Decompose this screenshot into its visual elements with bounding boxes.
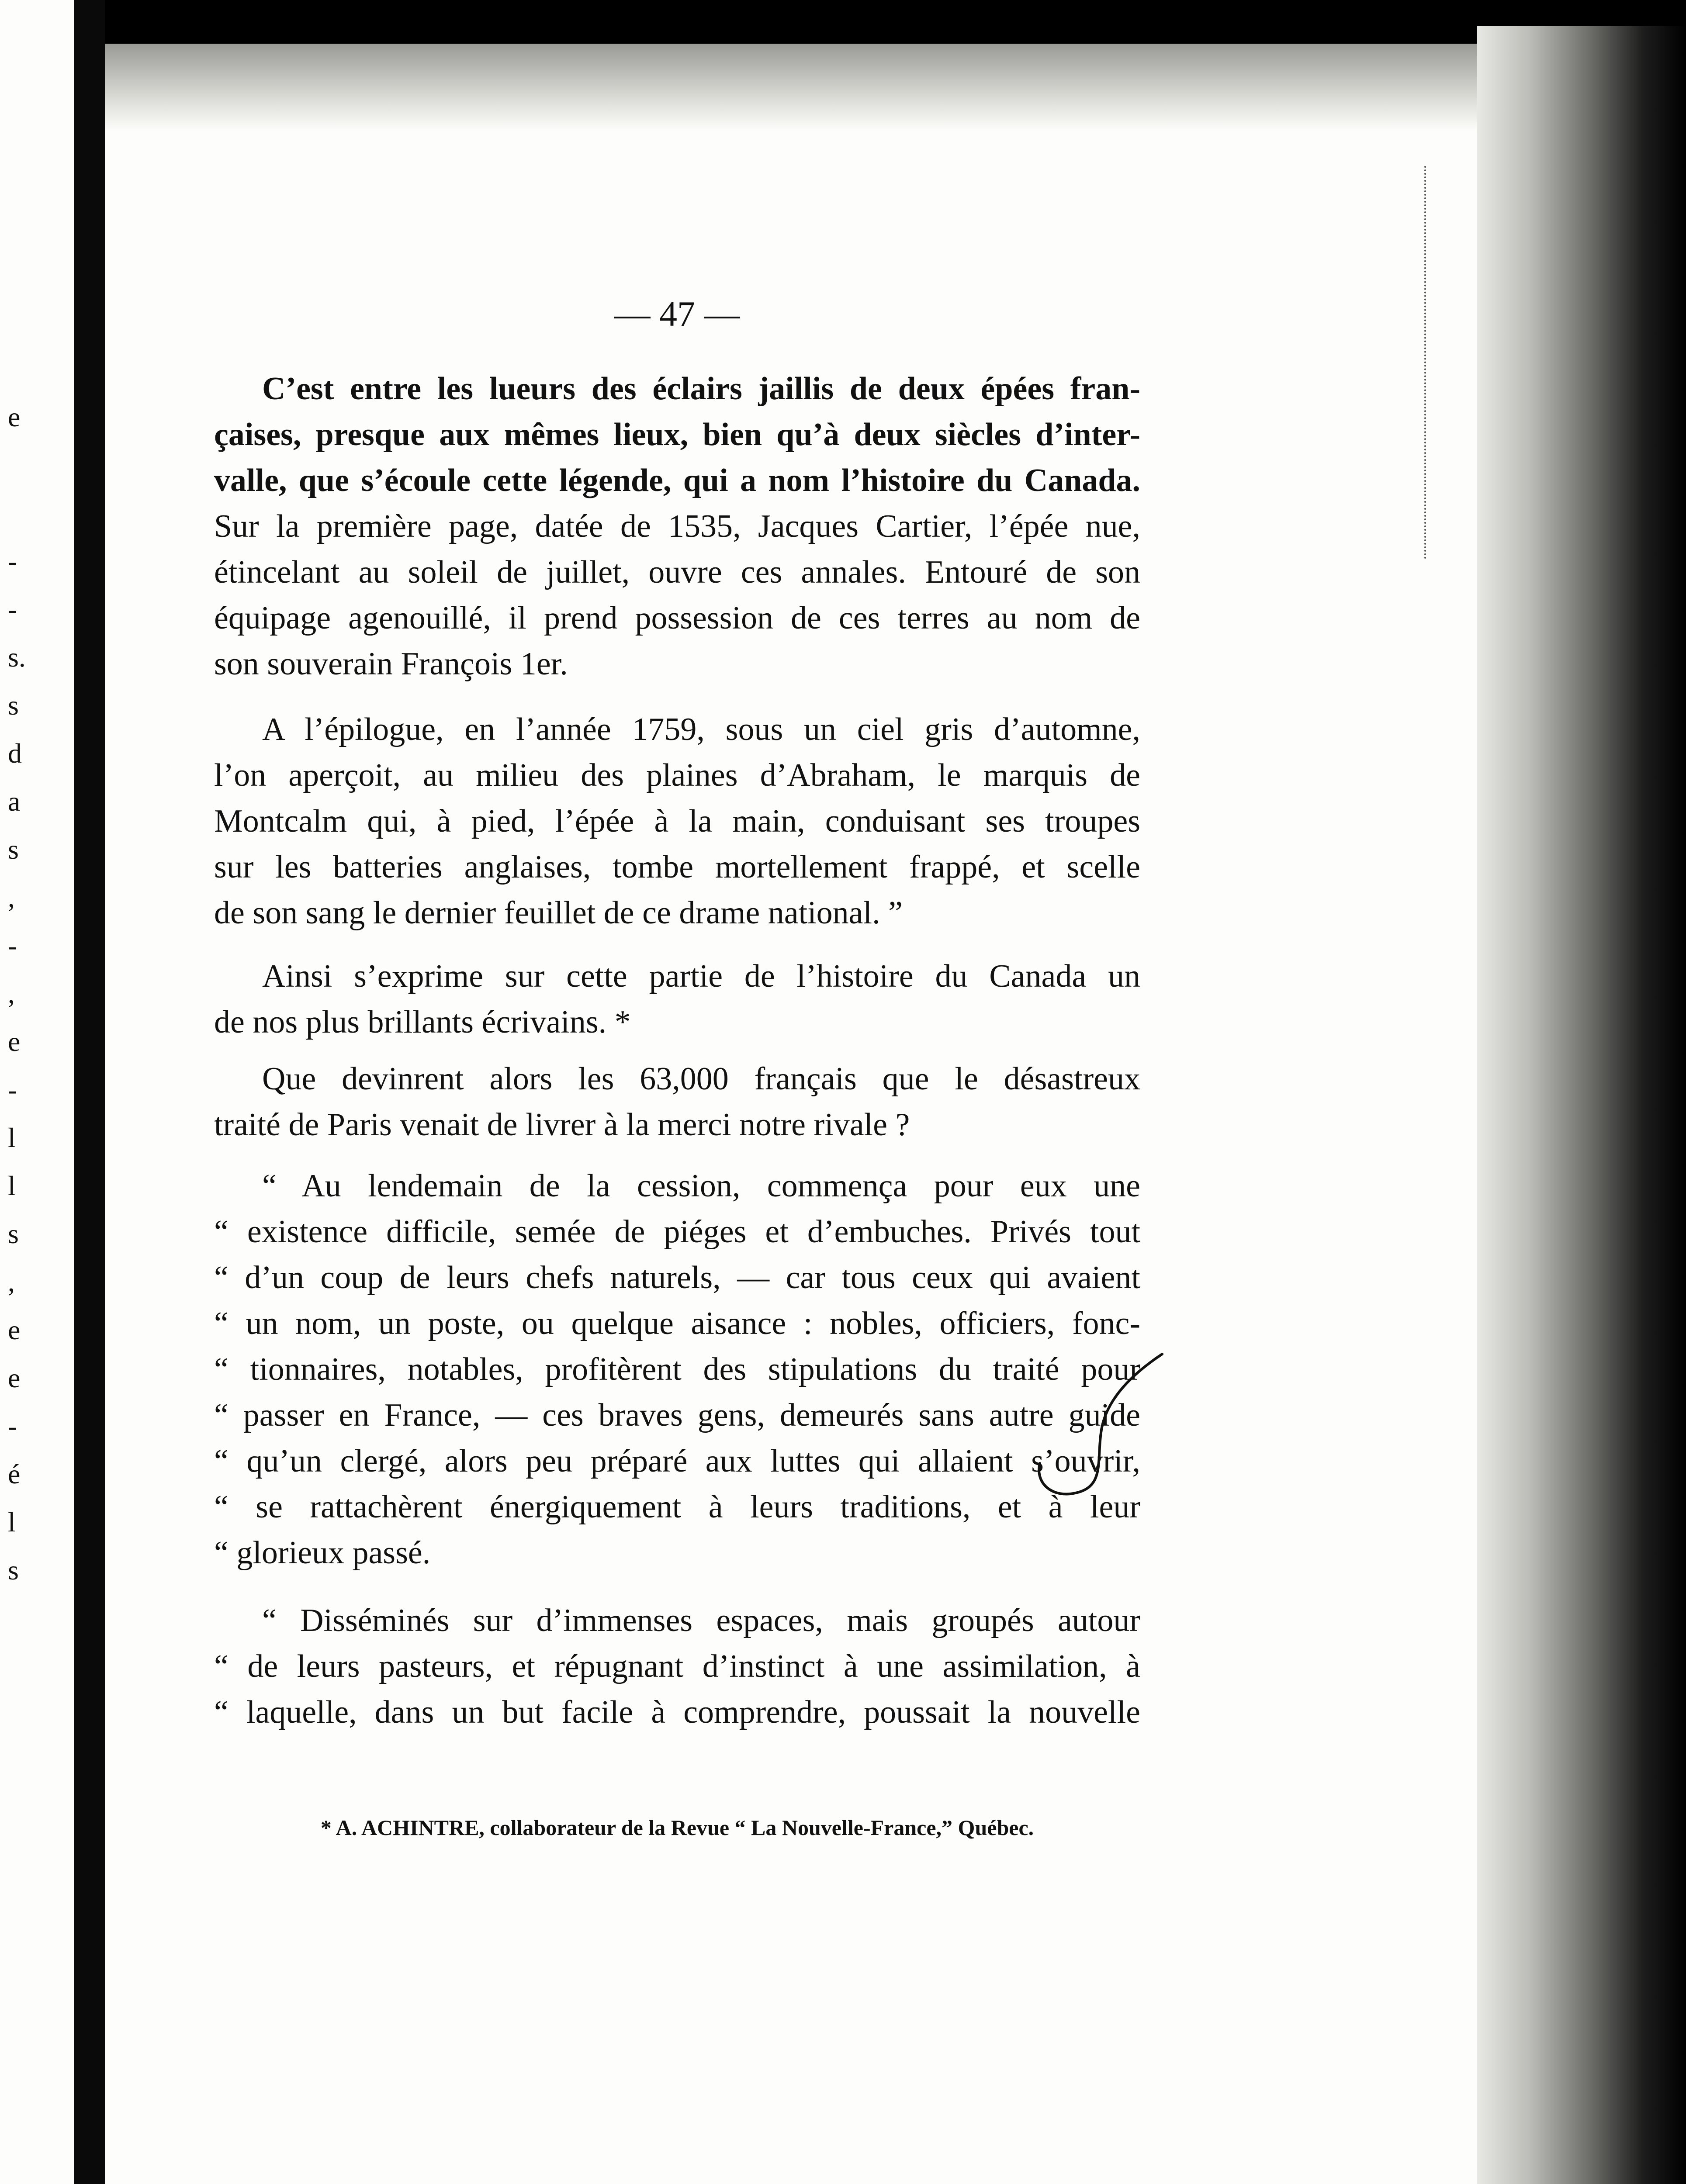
text-line: de son sang le dernier feuillet de ce drame national. ” — [214, 895, 903, 931]
text-line: C’est entre les lueurs des éclairs jaillis de deux épées fran- — [262, 371, 1140, 407]
page-right-edge-shadow — [1477, 26, 1686, 2184]
text-line: “ se rattachèrent énergiquement à leurs traditions, et à leur — [214, 1489, 1140, 1525]
text-line: valle, que s’écoule cette légende, qui a nom l’histoire du Canada. — [214, 463, 1140, 498]
fragment: - — [8, 546, 17, 577]
text-line: de nos plus brillants écrivains. * — [214, 1004, 631, 1040]
text-line: “ d’un coup de leurs chefs naturels, — car tous ceux qui avaient — [214, 1260, 1140, 1296]
text-line: Que devinrent alors les 63,000 français que le désastreux — [262, 1061, 1140, 1097]
text-line: “ passer en France, — ces braves gens, demeurés sans autre guide — [214, 1397, 1140, 1433]
text-line: çaises, presque aux mêmes lieux, bien qu’à deux siècles d’inter- — [214, 417, 1140, 453]
fragment: e — [8, 1362, 21, 1393]
text-line: Ainsi s’exprime sur cette partie de l’histoire du Canada un — [262, 958, 1140, 994]
fragment: - — [8, 1074, 17, 1105]
fragment: e — [8, 1314, 21, 1345]
margin-dotted-mark — [1424, 166, 1430, 559]
text-line: Montcalm qui, à pied, l’épée à la main, conduisant ses troupes — [214, 803, 1140, 839]
fragment: , — [8, 978, 15, 1009]
text-line: A l’épilogue, en l’année 1759, sous un ciel gris d’automne, — [262, 712, 1140, 747]
text-line: sur les batteries anglaises, tombe mortellement frappé, et scelle — [214, 849, 1140, 885]
previous-page-fragments — [8, 393, 60, 1594]
fragment: e — [8, 401, 21, 432]
fragment: - — [8, 594, 17, 625]
fragment: s — [8, 1555, 19, 1586]
fragment: s — [8, 834, 19, 865]
fragment: l — [8, 1507, 16, 1538]
fragment: - — [8, 930, 17, 961]
text-line: “ de leurs pasteurs, et répugnant d’instinct à une assimilation, à — [214, 1648, 1140, 1684]
footnote: * A. ACHINTRE, collaborateur de la Revue “ La Nouvelle-France,” Québec. — [320, 1815, 1034, 1840]
fragment: e — [8, 1026, 21, 1057]
fragment: , — [8, 882, 15, 913]
text-line: “ laquelle, dans un but facile à comprendre, poussait la nouvelle — [214, 1694, 1140, 1730]
text-line: “ existence difficile, semée de piéges et d’embuches. Privés tout — [214, 1214, 1140, 1250]
fragment: l — [8, 1170, 16, 1201]
fragment: - — [8, 1410, 17, 1441]
fragment: d — [8, 738, 22, 769]
text-line: “ Disséminés sur d’immenses espaces, mais groupés autour — [262, 1603, 1140, 1638]
text-line: traité de Paris venait de livrer à la merci notre rivale ? — [214, 1107, 910, 1143]
text-line: son souverain François 1er. — [214, 646, 568, 682]
fragment: l — [8, 1122, 16, 1153]
fragment — [8, 489, 60, 537]
text-line: équipage agenouillé, il prend possession de ces terres au nom de — [214, 600, 1140, 636]
page-top-edge-shadow — [105, 44, 1520, 131]
text-line: “ qu’un clergé, alors peu préparé aux luttes qui allaient s’ouvrir, — [214, 1443, 1140, 1479]
text-line: “ tionnaires, notables, profitèrent des stipulations du traité pour — [214, 1351, 1140, 1387]
fragment: é — [8, 1458, 21, 1489]
previous-page-strip — [0, 0, 74, 2184]
text-line: “ un nom, un poste, ou quelque aisance : nobles, officiers, fonc- — [214, 1306, 1140, 1341]
text-line: étincelant au soleil de juillet, ouvre ces annales. Entouré de son — [214, 554, 1140, 590]
fragment: a — [8, 786, 21, 817]
text-line: “ Au lendemain de la cession, commença pour eux une — [262, 1168, 1140, 1204]
fragment: s — [8, 1218, 19, 1249]
fragment: s — [8, 690, 19, 721]
fragment: s. — [8, 642, 26, 673]
text-line: Sur la première page, datée de 1535, Jacques Cartier, l’épée nue, — [214, 508, 1140, 544]
binding-gutter-left — [74, 0, 105, 2184]
fragment — [8, 441, 60, 489]
text-line: “ glorieux passé. — [214, 1535, 431, 1571]
text-line: l’on aperçoit, au milieu des plaines d’Abraham, le marquis de — [214, 757, 1140, 793]
handwritten-pen-mark — [1031, 1345, 1188, 1503]
page-number: — 47 — — [614, 294, 740, 334]
fragment: , — [8, 1266, 15, 1297]
